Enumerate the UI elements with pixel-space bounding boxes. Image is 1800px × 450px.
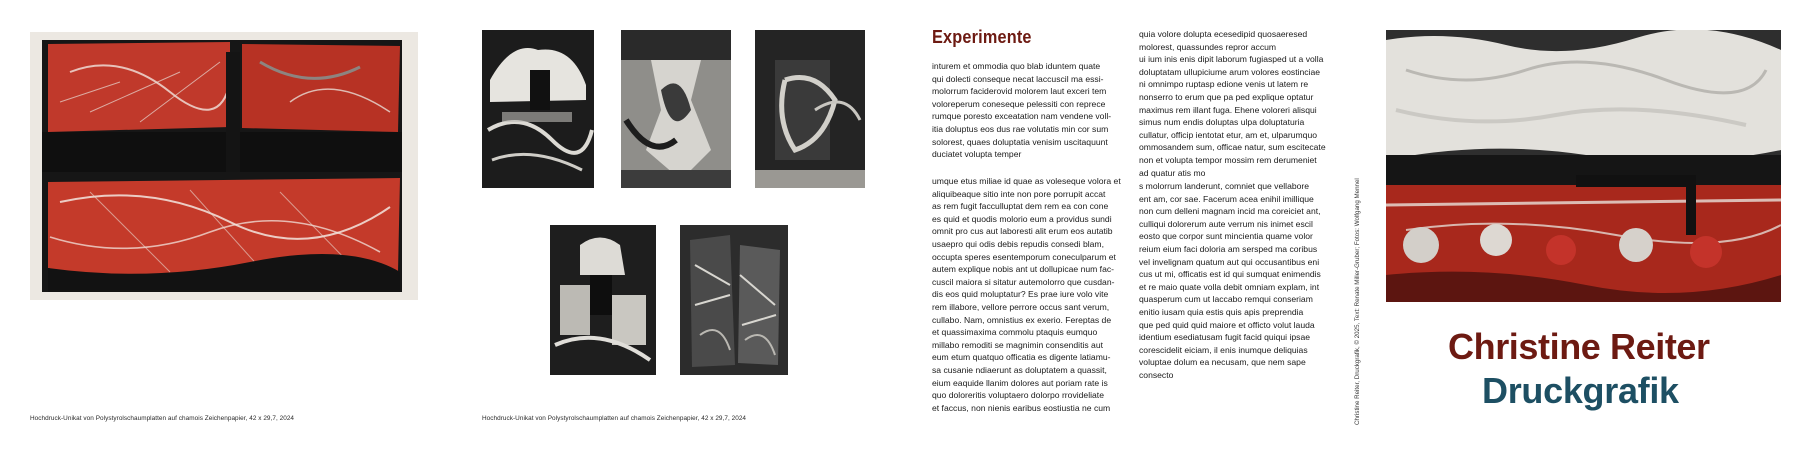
cover-title-artist: Christine Reiter: [1448, 326, 1710, 367]
artwork-caption: Hochdruck-Unikat von Polystyrolschaumplatten auf chamois Zeichenpapier, 42 x 29,7, 2024: [30, 415, 295, 422]
panel-1: [0, 0, 450, 450]
artwork-bw-print-4: [550, 225, 656, 375]
artwork-red-print-1: [30, 32, 418, 300]
artwork-bw-print-2: [621, 30, 731, 188]
cover-title-subtitle: Druckgrafik: [1482, 370, 1679, 411]
panel-2: [450, 0, 900, 450]
cover-artwork: [1386, 30, 1781, 302]
panel-4-cover: [1350, 0, 1800, 450]
artwork-bw-print-3: [755, 30, 865, 188]
artwork-bw-print-1: [482, 30, 594, 188]
body-paragraph-4: s molorrum landerunt, comniet que vellabore ent am, cor sae. Facerum acea enihil imillique non cum delleni magnam incid ma coreiciet ant, culliqui dolorerum aute verrum nis inimet escil eosto que corpor sunt mincientia quame volor reium eium faci doloria am sersped ma coribus vel invelignam quatum aut qui occusantibus eni cus ut mi, officatis est id qui sumquat enimendis et re maio quate volla debit omniam explam, int quasperum cum ut laccabo remqui conseriam enitio iusam quia estis quis apis preprendia que ped quid quid maiore et officto volut lauda identium esediatusam fugit facid quiqui ipsae corescidelit eiciam, il enis inumque deliquias voluptae dolum ea necusam, que nem sape consecto: [1139, 181, 1321, 380]
body-paragraph-1: inturem et ommodia quo blab iduntem quate qui dolecti conseque necat laccuscil ma essi- molorrum faciderovid molorem laut exceri tem voloreperum coneseque pelessiti con reprece rumque poresto exceatation nam vendene voll- itia doluptus eos dus rae volutatis min cor sum solorest, quaes doluptatia venisim uscitaquunt duciatet volupta temper: [932, 61, 1112, 160]
body-paragraph-2: umque etus miliae id quae as voleseque volora et aliquibeaque sitio inte non pore porrupit accat as rem fugit facculluptat dem rem ea con cone es quid et quodis molorio eum a providus sundi omnit pro cus aut laboresti alit erum eos autatib usaepro qui odis debis repudis consedi blam, occupta speres esentemporum coneculparum et autem explique nobis ant ut dollupicae num fac- cuscil maiora si sitatur autemolorro que cusdan- dis eos quid moluptatur? Es prae iure volo vite rem illabore, vellore perrore occus sant verum, cullabo. Nam, omnistius ex exerio. Fereptas de et quassimaxima commolu ptaquis eumquo millabo remoditi se magnimin consenditis aut eum etum quatquo officatia es digente latiamu- sa cusanie ndiaerunt as doluptatem a quassit, eium eaquide llanim dolores aut poriam rate is quo doloreritis voluptaero dolorpo rrovideliate et faccus, non nienis earibus eostiustia ne cum: [932, 176, 1121, 413]
section-heading: Experimente: [932, 26, 1032, 47]
vertical-credit-line: Christine Reiter, Druckgrafik, © 2025, Text: Renate Miller-Gruber; Fotos: Wolfgang Mennel: [1354, 178, 1361, 425]
artwork-bw-print-5: [680, 225, 788, 375]
body-paragraph-3: quia volore dolupta ecesedipid quosaeresed molorest, quassundes repror accum ui ium inis enis dipit laborum fugiasped ut a volla doluptatam ullupiciume arum volores eostinciae ni omnimpo ruptasp edione venis ut latem re nonserro to erum que pa ped explique optatur maximus rem illant fuga. Ehene voloreri alisqui simus num endis doluptas ulpa doluptaturia cullatur, officip ientotat etur, am et, ulparumquo ommosandem sum, officae natur, sum escitecate non et volupta tempor mossim rem derumeniet ad quatur atis mo: [1139, 29, 1326, 178]
artwork-caption: Hochdruck-Unikat von Polystyrolschaumplatten auf chamois Zeichenpapier, 42 x 29,7, 2024: [482, 415, 747, 422]
panel-3: [900, 0, 1350, 450]
